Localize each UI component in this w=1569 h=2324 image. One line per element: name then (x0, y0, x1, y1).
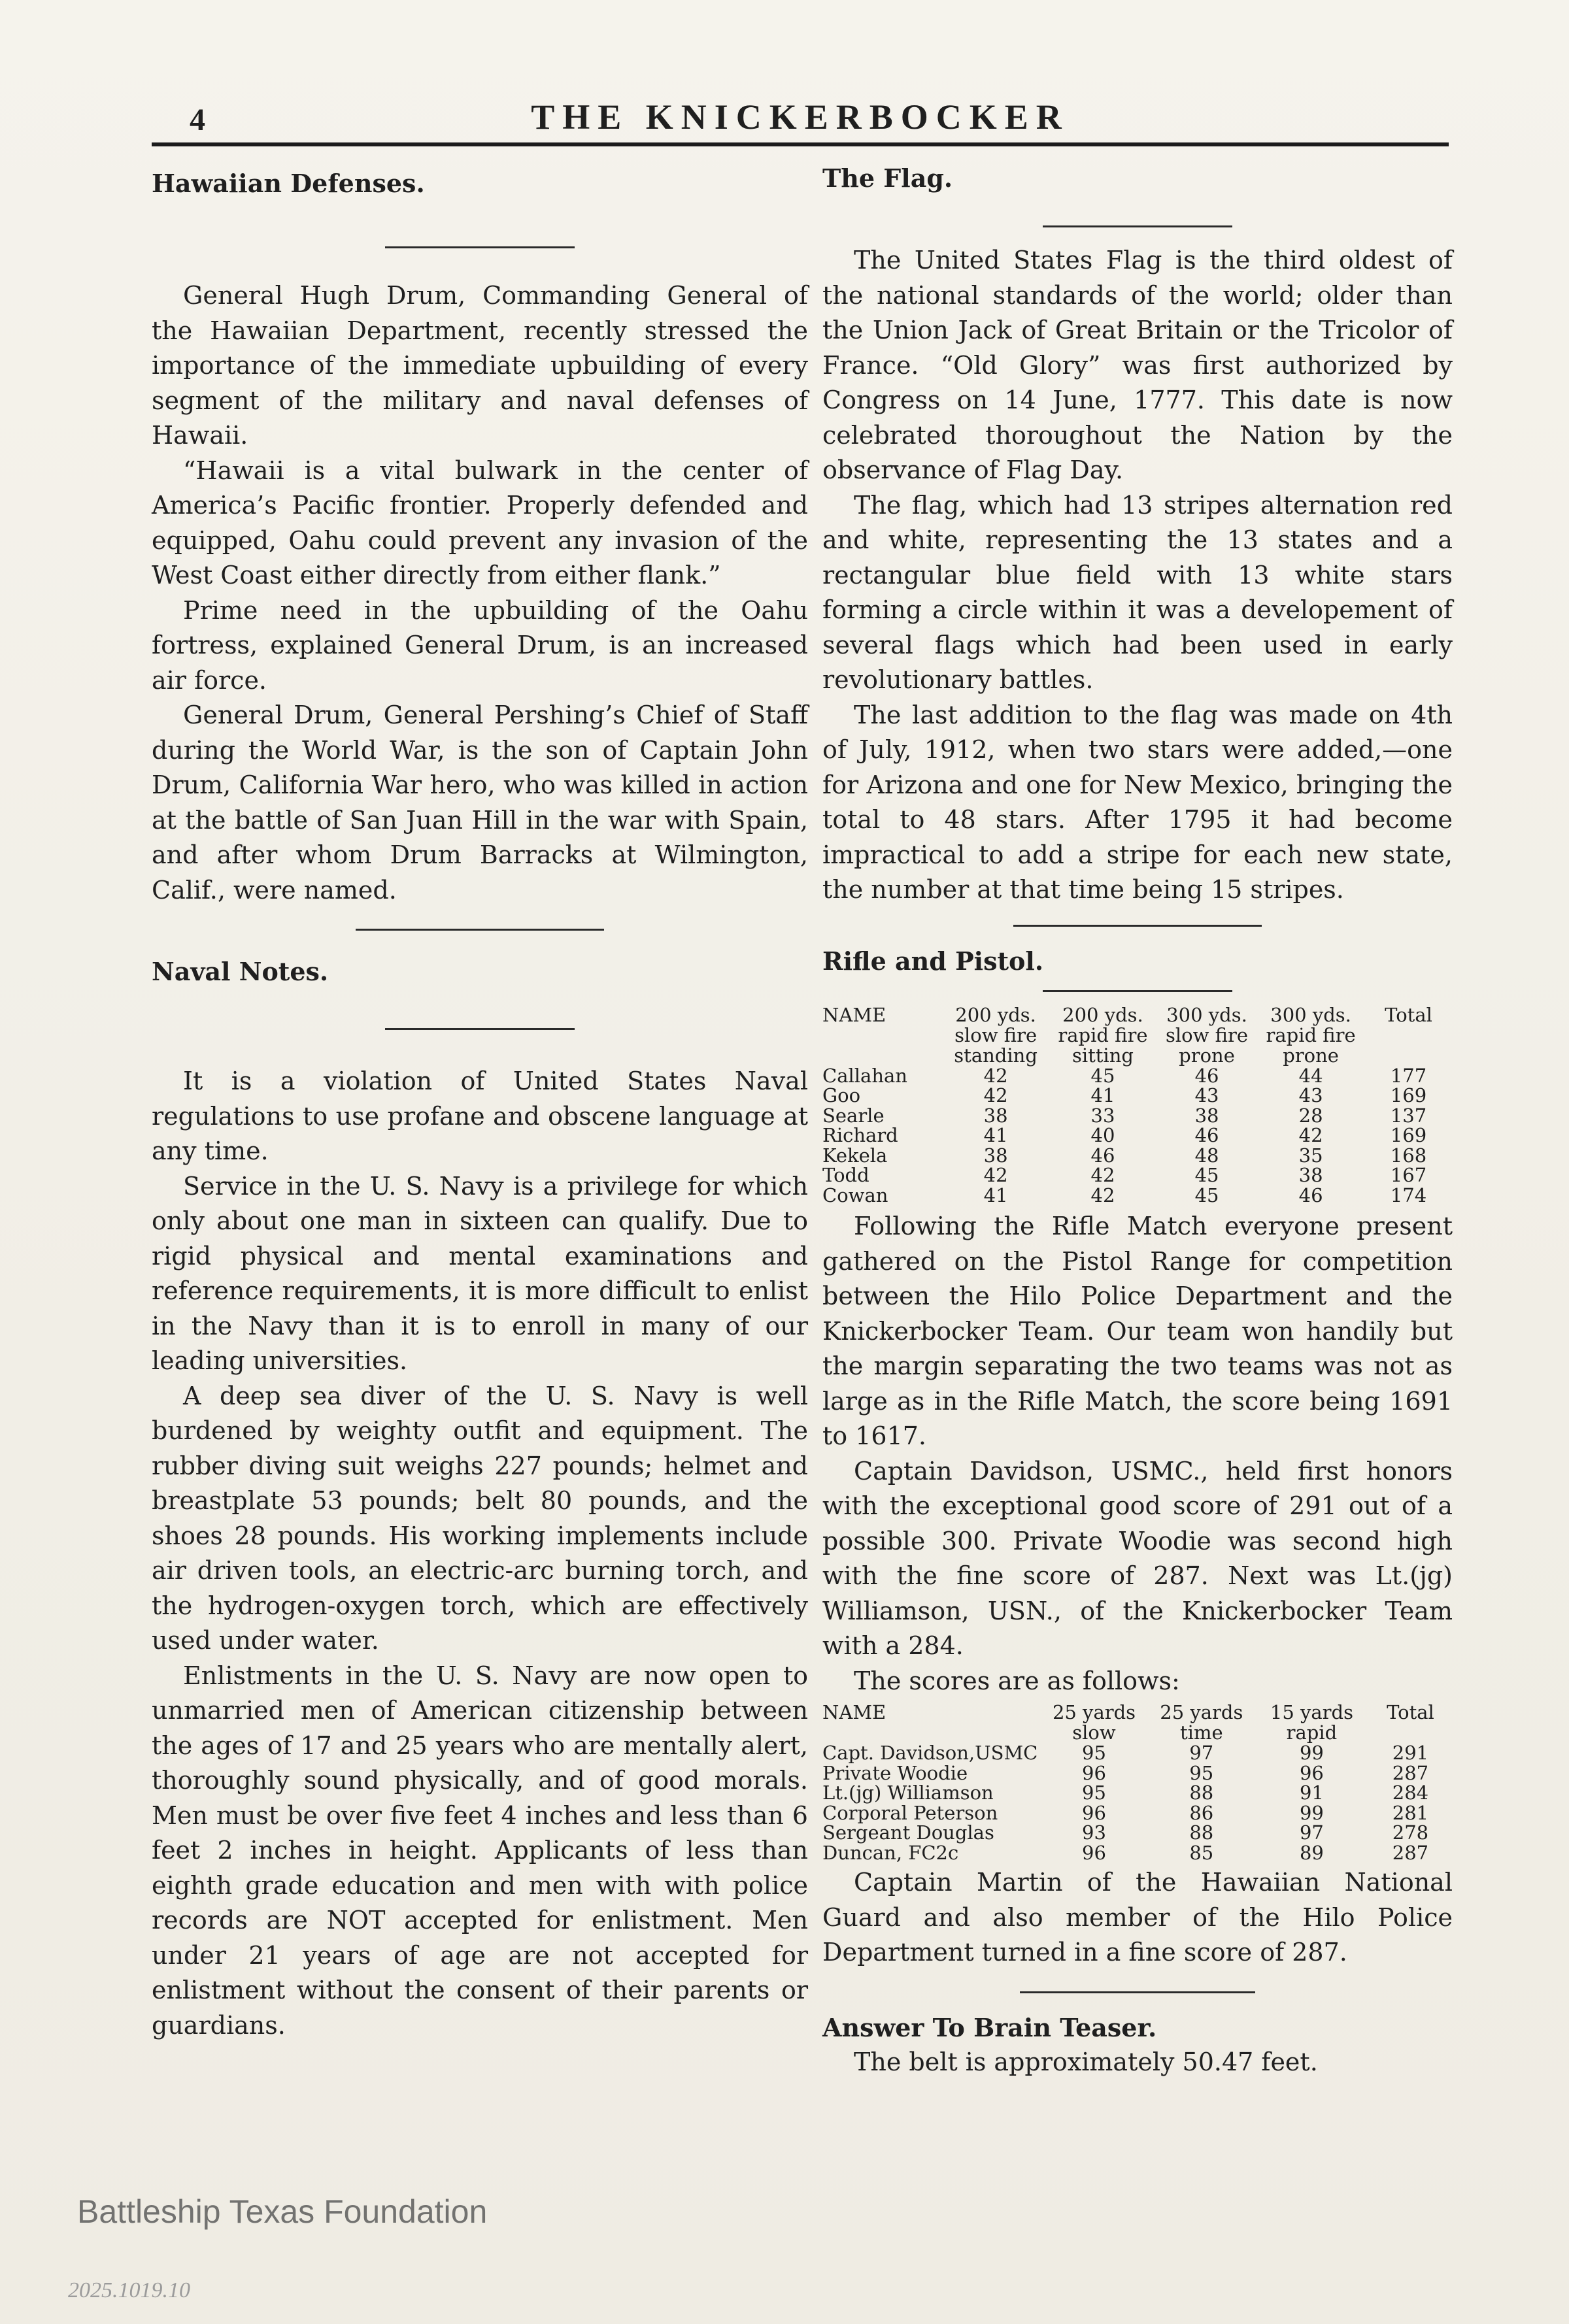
table-row (822, 1146, 1453, 1166)
score-cell: 95 (1082, 1742, 1106, 1764)
score-cell: 95 (1082, 1782, 1106, 1804)
paragraph: Enlistments in the U. S. Navy are now open to unmarried men of American citizenship between the ages of 17 and 25 years who are mentally alert, thoroughly sound physically, and of good morals. Men must be over five feet 4 inches and less than 6 feet 2 inches in height. Applicants of less than eighth grade education and men with with police records are NOT accepted for enlistment. Men under 21 years of age are not accepted for enlistment without the consent of their parents or guardians. (152, 1661, 808, 2040)
score-cell: 41 (983, 1184, 1008, 1206)
paragraph: Captain Martin of the Hawaiian National Guard and also member of the Hilo Police Department turned in a fine score of 287. (822, 1868, 1453, 1967)
column-header: 25 yards time (1160, 1701, 1243, 1744)
column-header: 200 yds. slow fire standing (954, 1003, 1038, 1067)
name-cell: Private Woodie (822, 1761, 968, 1784)
hawaiian-defenses-body (152, 278, 808, 908)
section-divider (385, 1028, 575, 1030)
score-cell: 42 (1090, 1184, 1115, 1206)
name-cell: Corporal Peterson (822, 1801, 998, 1824)
table-row (822, 1843, 1453, 1863)
score-cell: 48 (1194, 1144, 1219, 1167)
score-cell: 28 (1298, 1104, 1323, 1127)
column-header: 200 yds. rapid fire sitting (1058, 1003, 1148, 1067)
table-row (822, 1783, 1453, 1803)
article-divider (356, 929, 604, 931)
table-header-row (822, 1702, 1453, 1743)
score-cell: 99 (1299, 1801, 1324, 1824)
score-cell: 40 (1090, 1124, 1115, 1146)
column-header: 15 yards rapid (1270, 1701, 1353, 1744)
score-cell: 95 (1189, 1761, 1214, 1784)
paragraph: The flag, which had 13 stripes alternation red and white, representing the 13 states and a rectangular blue field with 13 white stars forming a circle within it was a developement of several flags which had been used in early revolutionary battles. (822, 490, 1453, 694)
score-cell: 169 (1390, 1084, 1427, 1106)
score-cell: 43 (1298, 1084, 1323, 1106)
name-cell: Lt.(jg) Williamson (822, 1782, 994, 1804)
left-column (152, 163, 808, 2043)
score-cell: 41 (1090, 1084, 1115, 1106)
score-cell: 88 (1189, 1782, 1214, 1804)
score-cell: 287 (1392, 1761, 1429, 1784)
score-cell: 88 (1189, 1821, 1214, 1844)
paragraph: The United States Flag is the third oldest of the national standards of the world; older than the Union Jack of Great Britain or the Tricolor of France. “Old Glory” was first authorized by Congress on 14 June, 1777. This date is now celebrated thoroughout the Nation by the observance of Flag Day. (822, 246, 1453, 484)
page-header (152, 97, 1449, 142)
score-cell: 174 (1390, 1184, 1427, 1206)
pistol-match-body (822, 1209, 1453, 1699)
score-cell: 42 (983, 1064, 1008, 1087)
page-number: 4 (190, 103, 205, 137)
score-cell: 291 (1392, 1742, 1429, 1764)
name-cell: Searle (822, 1104, 885, 1127)
score-cell: 96 (1082, 1761, 1106, 1784)
score-cell: 86 (1189, 1801, 1214, 1824)
score-cell: 45 (1194, 1164, 1219, 1186)
score-cell: 46 (1194, 1124, 1219, 1146)
name-cell: Todd (822, 1164, 869, 1186)
section-divider (1043, 990, 1232, 992)
column-header: Total (1387, 1701, 1434, 1723)
score-cell: 167 (1390, 1164, 1427, 1186)
score-cell: 93 (1082, 1821, 1106, 1844)
paragraph: General Hugh Drum, Commanding General of the Hawaiian Department, recently stressed the importance of the immediate upbuilding of every segment of the military and naval defenses of Hawaii. (152, 281, 808, 450)
paragraph: “Hawaii is a vital bulwark in the center of America’s Pacific frontier. Properly defended and equipped, Oahu could prevent any invasion of the West Coast either directly from either flank.” (152, 456, 808, 589)
score-cell: 42 (983, 1084, 1008, 1106)
paragraph: Captain Davidson, USMC., held first honors with the exceptional good score of 291 out of a possible 300. Private Woodie was second high with the fine score of 287. Next was Lt.(jg) Williamson, USN., of the Knickerbocker Team with a 284. (822, 1456, 1453, 1660)
score-cell: 46 (1298, 1184, 1323, 1206)
score-cell: 177 (1390, 1064, 1427, 1087)
table-row (822, 1803, 1453, 1823)
paragraph: The last addition to the flag was made on 4th of July, 1912, when two stars were added,—one for Arizona and one for New Mexico, bringing the total to 48 stars. After 1795 it had become impractical to add a stripe for each new state, the number at that time being 15 stripes. (822, 700, 1453, 904)
paragraph: Prime need in the upbuilding of the Oahu fortress, explained General Drum, is an increased air force. (152, 595, 808, 695)
article-divider (1013, 925, 1262, 927)
score-cell: 287 (1392, 1841, 1429, 1864)
score-cell: 97 (1299, 1821, 1324, 1844)
score-cell: 38 (983, 1104, 1008, 1127)
table-row (822, 1186, 1453, 1206)
paragraph: The scores are as follows: (854, 1666, 1180, 1695)
table-row (822, 1763, 1453, 1784)
score-cell: 169 (1390, 1124, 1427, 1146)
watermark: Battleship Texas Foundation (77, 2193, 488, 2230)
score-cell: 85 (1189, 1841, 1214, 1864)
score-cell: 91 (1299, 1782, 1324, 1804)
name-cell: Goo (822, 1084, 861, 1106)
score-cell: 42 (1298, 1124, 1323, 1146)
score-cell: 45 (1194, 1184, 1219, 1206)
paragraph: Service in the U. S. Navy is a privilege for which only about one man in sixteen can qualify. Due to rigid physical and mental examinations and reference requirements, it is more difficult to enlist in the Navy than it is to enroll in many of our leading universities. (152, 1171, 808, 1375)
table-row (822, 1165, 1453, 1186)
score-cell: 96 (1082, 1801, 1106, 1824)
score-cell: 38 (1298, 1164, 1323, 1186)
section-divider (385, 246, 575, 248)
paragraph: It is a violation of United States Naval regulations to use profane and obscene language at any time. (152, 1067, 808, 1165)
name-cell: Sergeant Douglas (822, 1821, 994, 1844)
name-cell: Richard (822, 1124, 898, 1146)
score-cell: 278 (1392, 1821, 1429, 1844)
pistol-table-body (822, 1743, 1453, 1863)
table-row (822, 1086, 1453, 1106)
score-cell: 99 (1299, 1742, 1324, 1764)
column-header: NAME (822, 1701, 886, 1723)
column-header: NAME (822, 1003, 886, 1026)
score-cell: 281 (1392, 1801, 1429, 1824)
score-cell: 38 (1194, 1104, 1219, 1127)
score-cell: 38 (983, 1144, 1008, 1167)
masthead-title: THE KNICKERBOCKER (531, 97, 1070, 137)
column-header: 25 yards slow (1052, 1701, 1136, 1744)
table-row (822, 1743, 1453, 1763)
table-row (822, 1823, 1453, 1843)
right-column (822, 163, 1453, 2080)
score-cell: 44 (1298, 1064, 1323, 1087)
column-header: 300 yds. rapid fire prone (1266, 1003, 1356, 1067)
flag-title: The Flag. (822, 163, 953, 193)
section-divider (1043, 225, 1232, 227)
score-cell: 35 (1298, 1144, 1323, 1167)
name-cell: Cowan (822, 1184, 888, 1206)
paragraph: Following the Rifle Match everyone present gathered on the Pistol Range for competition between the Hilo Police Department and the Knickerbocker Team. Our team won handily but the margin separating the two teams was not as large as in the Rifle Match, the score being 1691 to 1617. (822, 1212, 1453, 1450)
score-cell: 96 (1299, 1761, 1324, 1784)
score-cell: 96 (1082, 1841, 1106, 1864)
table-row (822, 1125, 1453, 1146)
paragraph: A deep sea diver of the U. S. Navy is well burdened by weighty outfit and equipment. The rubber diving suit weighs 227 pounds; helmet and breastplate 53 pounds; belt 80 pounds, and the shoes 28 pounds. His working implements include air driven tools, an electric-arc burning torch, and the hydrogen-oxygen torch, which are effectively used under water. (152, 1381, 808, 1655)
header-rule (152, 142, 1449, 146)
score-cell: 284 (1392, 1782, 1429, 1804)
score-cell: 46 (1194, 1064, 1219, 1087)
pistol-scores-table (822, 1702, 1453, 1863)
flag-body (822, 243, 1453, 908)
paragraph: General Drum, General Pershing’s Chief of Staff during the World War, is the son of Captain John Drum, California War hero, who was killed in action at the battle of San Juan Hill in the war with Spain, and after whom Drum Barracks at Wilmington, Calif., were named. (152, 701, 808, 905)
naval-notes-body (152, 1064, 808, 2043)
column-header: Total (1385, 1003, 1432, 1026)
rifle-scores-table (822, 1005, 1453, 1206)
score-cell: 43 (1194, 1084, 1219, 1106)
rifle-table-body (822, 1066, 1453, 1206)
table-row (822, 1066, 1453, 1086)
brain-teaser-title: Answer To Brain Teaser. (822, 2012, 1157, 2042)
name-cell: Capt. Davidson,USMC (822, 1742, 1038, 1764)
score-cell: 45 (1090, 1064, 1115, 1087)
score-cell: 89 (1299, 1841, 1324, 1864)
table-row (822, 1106, 1453, 1126)
name-cell: Kekela (822, 1144, 888, 1167)
brain-teaser-answer: The belt is approximately 50.47 feet. (854, 2047, 1318, 2076)
name-cell: Callahan (822, 1064, 907, 1087)
score-cell: 41 (983, 1124, 1008, 1146)
score-cell: 168 (1390, 1144, 1427, 1167)
column-header: 300 yds. slow fire prone (1166, 1003, 1249, 1067)
score-cell: 42 (1090, 1164, 1115, 1186)
accession-number: 2025.1019.10 (68, 2278, 190, 2302)
score-cell: 46 (1090, 1144, 1115, 1167)
score-cell: 33 (1090, 1104, 1115, 1127)
table-header-row (822, 1005, 1453, 1066)
naval-notes-title: Naval Notes. (152, 957, 329, 986)
score-cell: 97 (1189, 1742, 1214, 1764)
score-cell: 42 (983, 1164, 1008, 1186)
rifle-pistol-title: Rifle and Pistol. (822, 946, 1044, 976)
article-divider (1020, 1991, 1255, 1993)
hawaiian-defenses-title: Hawaiian Defenses. (152, 169, 425, 198)
name-cell: Duncan, FC2c (822, 1841, 959, 1864)
score-cell: 137 (1390, 1104, 1427, 1127)
